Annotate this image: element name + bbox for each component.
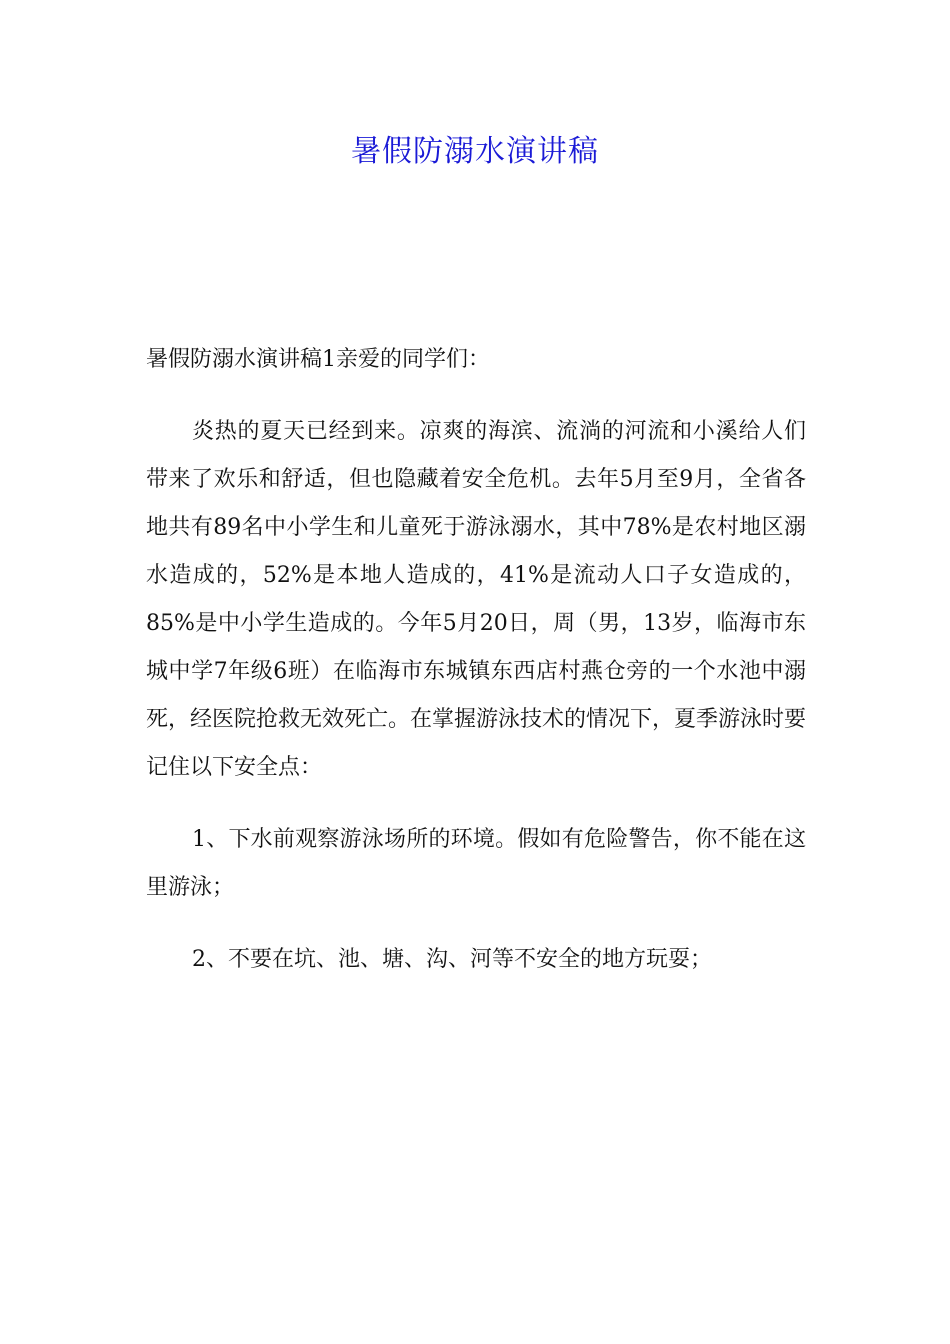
document-body [146, 336, 806, 1008]
paragraph-point-1: 1、下水前观察游泳场所的环境。假如有危险警告，你不能在这里游泳； [146, 827, 806, 900]
paragraph-point-2: 2、不要在坑、池、塘、沟、河等不安全的地方玩耍； [192, 947, 712, 972]
paragraph-intro: 炎热的夏天已经到来。凉爽的海滨、流淌的河流和小溪给人们带来了欢乐和舒适，但也隐藏着安全危机。去年5月至9月，全省各地共有89名中小学生和儿童死于游泳溺水，其中78%是农村地区溺水造成的，52%是本地人造成的，41%是流动人口子女造成的，85%是中小学生造成的。今年5月20日，周（男，13岁，临海市东城中学7年级6班）在临海市东城镇东西店村燕仓旁的一个水池中溺死，经医院抢救无效死亡。在掌握游泳技术的情况下，夏季游泳时要记住以下安全点： [146, 419, 807, 780]
paragraph-greeting: 暑假防溺水演讲稿1亲爱的同学们： [146, 347, 490, 372]
document-title: 暑假防溺水演讲稿 [351, 134, 599, 169]
